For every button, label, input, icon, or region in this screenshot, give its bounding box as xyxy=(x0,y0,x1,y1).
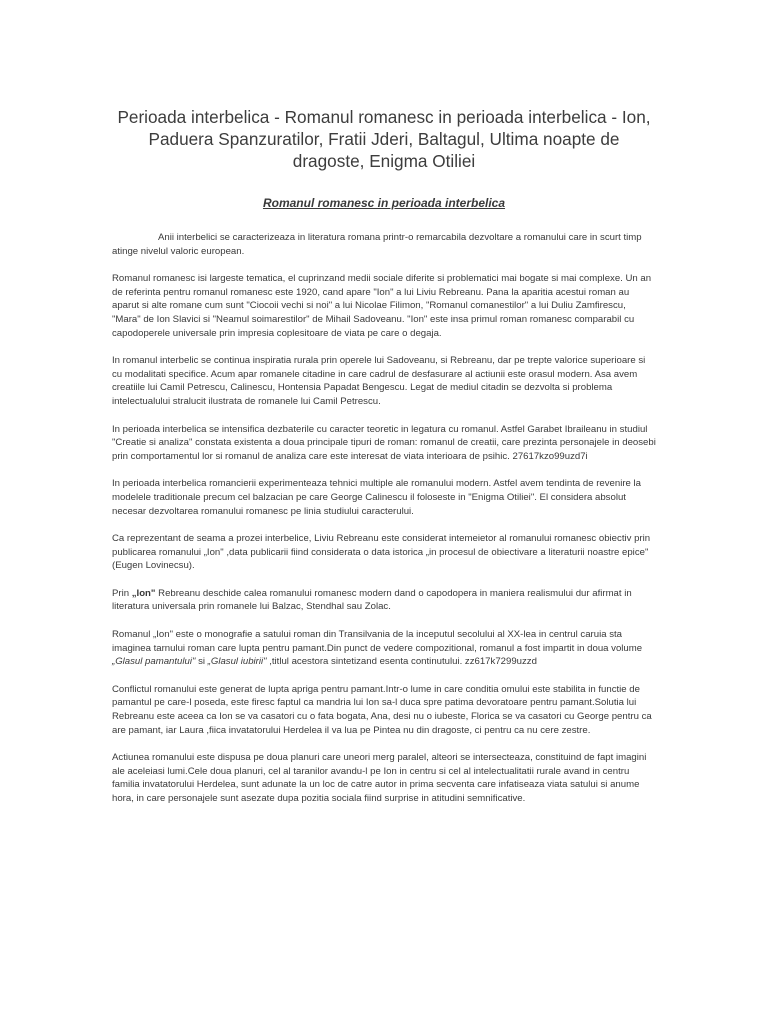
paragraph-8-italic-volume-2: „Glasul iubirii" xyxy=(207,656,267,668)
paragraph-10: Actiunea romanului este dispusa pe doua planuri care uneori merg paralel, alteori se intersecteaza, constituind de fapt imagini ale aceleiasi lumi.Cele doua planuri, cel al taranilor avandu-l pe Ion in centru si cel al intelectualitatii rurale avand in centru familia invatatorului Herdelea, sunt adunate la un loc de catre autor in prima secventa care infatiseaza viata satului si anume hora, in care personajele sunt asezate dupa pozitia sociala fiind surprise in atitudini semnificative. xyxy=(112,752,647,804)
paragraph-5: In perioada interbelica romancierii experimenteaza tehnici multiple ale romanului modern. Astfel avem tendinta de revenire la modelele traditionale precum cel balzacian pe care George Calinescu il foloseste in "Enigma Otiliei". El considera absolut necesar dezvoltarea romanului romanesc pe linia studiului caracterului. xyxy=(112,478,642,517)
paragraph-8-part-c: ,titlul acestora sintetizand esenta continutului. zz617k7299uzzd xyxy=(266,656,537,668)
paragraph-8-part-a: Romanul „Ion" este o monografie a satului roman din Transilvania de la inceputul secolului al XX-lea in centrul caruia sta imaginea tarnului roman care lupta pentru pamant.Din punct de vedere compozitional, romanul a fost impartit in doua volume xyxy=(112,629,643,654)
paragraph-7-rest: Rebreanu deschide calea romanului romanesc modern dand o capodopera in maniera realismului dur afirmat in literatura universala prin romanele lui Balzac, Stendhal sau Zolac. xyxy=(112,587,632,613)
paragraph-4: In perioada interbelica se intensifica dezbaterile cu caracter teoretic in legatura cu romanul. Astfel Garabet Ibraileanu in studiul "Creatie si analiza" constata existenta a doua principale tipuri de roman: romanul de creatii, care prezinta personajele in deosebi prin comportamentul lor si romanul de analiza care este interesat de viata interioara de psihic. 27617kzo99uzd7i xyxy=(112,423,656,462)
paragraph-7 xyxy=(112,587,656,614)
section-subtitle: Romanul romanesc in perioada interbelica xyxy=(262,196,506,210)
document-title: Perioada interbelica - Romanul romanesc in perioada interbelica - Ion, Paduera Spanzuratilor, Fratii Jderi, Baltagul, Ultima noapte de dragoste, Enigma Otiliei xyxy=(117,107,651,171)
paragraph-7-prefix: Prin xyxy=(112,587,132,599)
paragraph-9: Conflictul romanului este generat de lupta apriga pentru pamant.Intr-o lume in care conditia omului este stabilita in functie de pamantul pe care-l poseda, este firesc faptul ca mandria lui Ion sa-l duca spre patima devoratoare pentru pamant.Solutia lui Rebreanu este aceea ca Ion se va casatori cu o fata bogata, Ana, desi nu o iubeste, Florica se va casatori cu George pentru ca are pamant, iar Laura ,fiica invatatorului Herdelea il va lua pe Pintea nu din dragoste, ci pentru ca nu cere zestre. xyxy=(112,683,652,736)
paragraph-6: Ca reprezentant de seama a prozei interbelice, Liviu Rebreanu este considerat intemeietor al romanului romanesc obiectiv prin publicarea romanului „Ion" ,data publicarii fiind considerata o data istorica „in procesul de obiectivare a literaturii noastre epice"(Eugen Lovinecsu). xyxy=(112,533,651,572)
paragraph-8-part-b: si xyxy=(195,656,208,668)
paragraph-2: Romanul romanesc isi largeste tematica, el cuprinzand medii sociale diferite si problematici mai bogate si mai complexe. Un an de referinta pentru romanul romanesc este 1920, cand apare "Ion" a lui Liviu Rebreanu. Pana la aparitia acestui roman au aparut si alte romane cum sunt "Ciocoii vechi si noi" a lui Nicolae Filimon, "Romanul comanestilor" a lui Duliu Zamfirescu, "Mara" de Ion Slavici si "Neamul soimarestilor" de Mihail Sadoveanu. "Ion" este insa primul roman romanesc comparabil cu capodoperele universale prin impresia coplesitoare de viata pe care o degaja. xyxy=(112,273,652,339)
paragraph-8-italic-volume-1: „Glasul pamantului" xyxy=(112,656,196,668)
paragraph-3: In romanul interbelic se continua inspiratia rurala prin operele lui Sadoveanu, si Rebreanu, dar pe trepte valorice superioare si cu modalitati specifice. Acum apar romanele citadine in care cadrul de desfasurare al actiunii este orasul modern. Asa avem creatiile lui Camil Petrescu, Calinescu, Hontensia Papadat Bengescu. Legat de mediul citadin se dezvolta si problema intelectualului stralucit ilustrata de romanele lui Camil Petrescu. xyxy=(112,355,646,407)
paragraph-8 xyxy=(112,628,656,669)
paragraph-7-bold-title: „Ion" xyxy=(131,587,156,599)
paragraph-1: Anii interbelici se caracterizeaza in literatura romana printr-o remarcabila dezvoltare a romanului care in scurt timp atinge nivelul valoric european. xyxy=(112,232,642,257)
